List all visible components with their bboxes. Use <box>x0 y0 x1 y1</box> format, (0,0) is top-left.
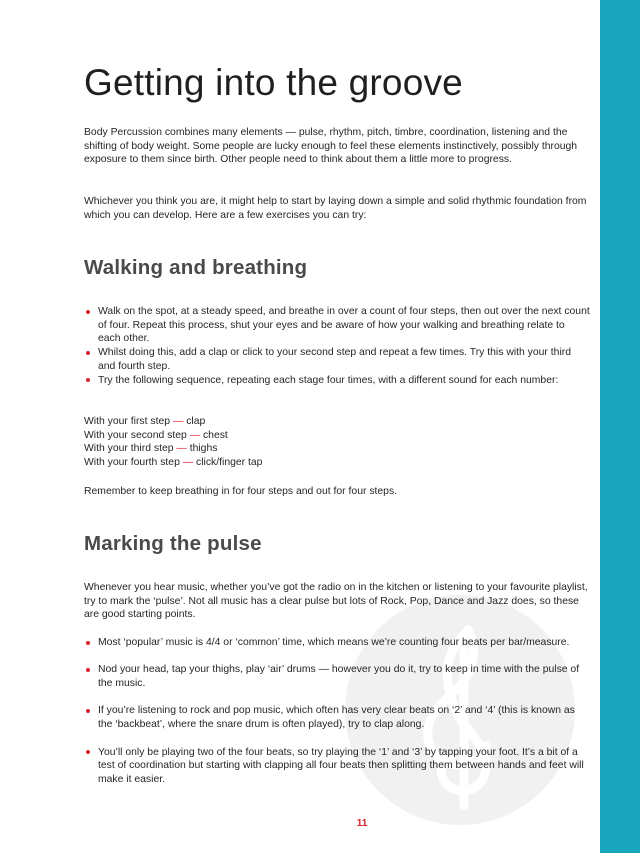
list-item: Most ‘popular’ music is 4/4 or ‘common’ time, which means we’re counting four beats per bar/measure. <box>84 636 590 650</box>
step-dash: — <box>172 416 184 427</box>
pulse-intro-paragraph: Whenever you hear music, whether you’ve got the radio on in the kitchen or listening to your favourite playlist, try to mark the ‘pulse’. Not all music has a clear pulse but lots of Rock, Pop, Dance and Jazz does, so these are good starting points. <box>84 582 588 621</box>
step-line <box>84 429 262 443</box>
list-item: Try the following sequence, repeating each stage four times, with a different sound for each number: <box>84 374 590 388</box>
step-line <box>84 442 262 456</box>
walking-bullet-list <box>84 305 590 387</box>
section-heading-pulse: Marking the pulse <box>84 532 262 555</box>
list-item: You’ll only be playing two of the four beats, so try playing the ‘1’ and ‘3’ by tapping your foot. It’s a bit of a test of coordination but starting with clapping all four beats then splitting them between hands and feet will make it easier. <box>84 746 590 787</box>
page-title: Getting into the groove <box>84 62 463 103</box>
intro-paragraph-1: Body Percussion combines many elements — pulse, rhythm, pitch, timbre, coordination, listening and the shifting of body weight. Some people are lucky enough to feel these elements instinctively, possibly through exposure to them since birth. Other people need to think about them a little more to progress. <box>84 127 578 166</box>
pulse-bullet-list <box>84 636 590 800</box>
step-action: chest <box>202 429 228 441</box>
step-dash: — <box>182 457 194 469</box>
walking-reminder: Remember to keep breathing in for four steps and out for four steps. <box>84 486 398 497</box>
step-sequence-list <box>84 415 262 470</box>
step-dash: — <box>189 429 201 441</box>
step-label: With your first step <box>84 416 171 427</box>
step-action: clap <box>186 416 206 427</box>
step-line <box>84 456 262 470</box>
step-action: click/finger tap <box>196 457 263 469</box>
step-label: With your third step <box>84 443 174 455</box>
step-action: thighs <box>189 443 218 455</box>
list-item: Walk on the spot, at a steady speed, and breathe in over a count of four steps, then out over the next count of four. Repeat this process, shut your eyes and be aware of how your walking and breathing relate to each other. <box>84 305 590 346</box>
step-line <box>84 415 262 429</box>
list-item: Nod your head, tap your thighs, play ‘air’ drums — however you do it, try to keep in time with the pulse of the music. <box>84 663 590 690</box>
list-item: Whilst doing this, add a clap or click to your second step and repeat a few times. Try this with your third and fourth step. <box>84 346 590 373</box>
list-item: If you’re listening to rock and pop music, which often has very clear beats on ‘2’ and ‘4’ (this is known as the ‘backbeat’, where the snare drum is often played), try to clap along. <box>84 704 590 731</box>
accent-side-band <box>600 0 640 853</box>
step-dash: — <box>176 443 187 455</box>
step-label: With your second step <box>84 429 187 441</box>
page-number: 11 <box>356 818 368 829</box>
intro-paragraph-2: Whichever you think you are, it might help to start by laying down a simple and solid rhythmic foundation from which you can develop. Here are a few exercises you can try: <box>84 196 587 221</box>
step-label: With your fourth step <box>84 457 180 469</box>
section-heading-walking: Walking and breathing <box>84 256 308 279</box>
